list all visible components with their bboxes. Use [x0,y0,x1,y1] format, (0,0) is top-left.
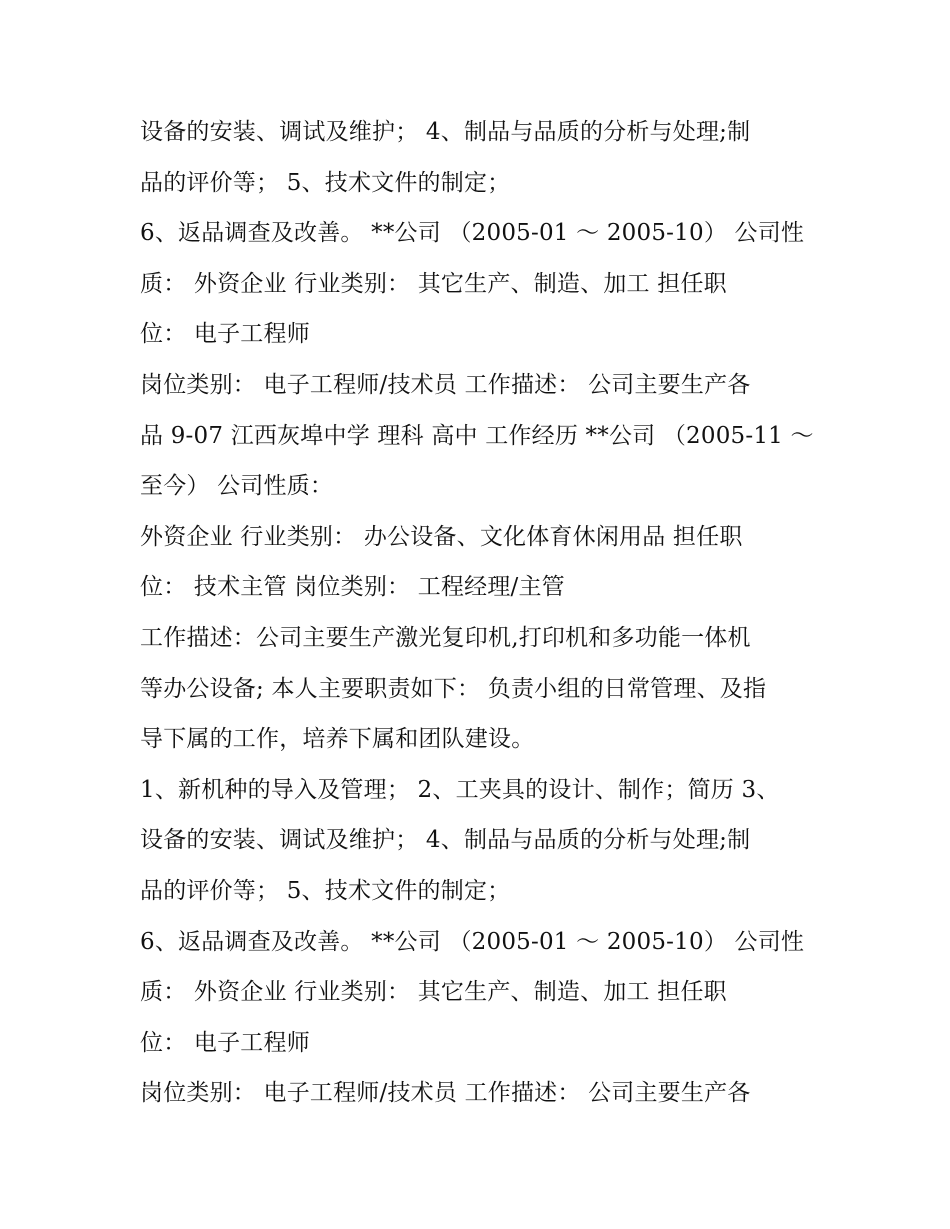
text-line: 1、新机种的导入及管理； 2、工夹具的设计、制作；简历 3、 [140,776,780,803]
text-line: 6、返品调查及改善。 **公司 （2005-01 ～ 2005-10） 公司性 [140,928,805,955]
text-line: 设备的安装、调试及维护； 4、制品与品质的分析与处理;制 [140,827,751,854]
resume-text-body [140,107,820,1119]
text-line: 位： 电子工程师 [140,1029,310,1056]
text-line: 岗位类别： 电子工程师/技术员 工作描述： 公司主要生产各 [140,371,751,398]
text-line: 品的评价等； 5、技术文件的制定； [140,169,511,196]
text-line: 质： 外资企业 行业类别： 其它生产、制造、加工 担任职 [140,979,727,1006]
text-line: 位： 技术主管 岗位类别： 工程经理/主管 [140,574,565,601]
text-line: 品 9-07 江西灰埠中学 理科 高中 工作经历 **公司 （2005-11 ～ [140,422,814,449]
text-line: 工作描述：公司主要生产激光复印机,打印机和多功能一体机 [140,624,751,651]
text-line: 质： 外资企业 行业类别： 其它生产、制造、加工 担任职 [140,270,727,297]
text-line: 岗位类别： 电子工程师/技术员 工作描述： 公司主要生产各 [140,1080,751,1107]
text-line: 导下属的工作，培养下属和团队建设。 [140,726,535,753]
text-line: 等办公设备; 本人主要职责如下： 负责小组的日常管理、及指 [140,675,767,702]
text-line: 品的评价等； 5、技术文件的制定； [140,877,511,904]
text-line: 设备的安装、调试及维护； 4、制品与品质的分析与处理;制 [140,119,751,145]
text-line: 6、返品调查及改善。 **公司 （2005-01 ～ 2005-10） 公司性 [140,220,805,247]
text-line: 至今） 公司性质： [140,473,334,500]
text-line: 外资企业 行业类别： 办公设备、文化体育休闲用品 担任职 [140,523,743,550]
text-line: 位： 电子工程师 [140,321,310,348]
